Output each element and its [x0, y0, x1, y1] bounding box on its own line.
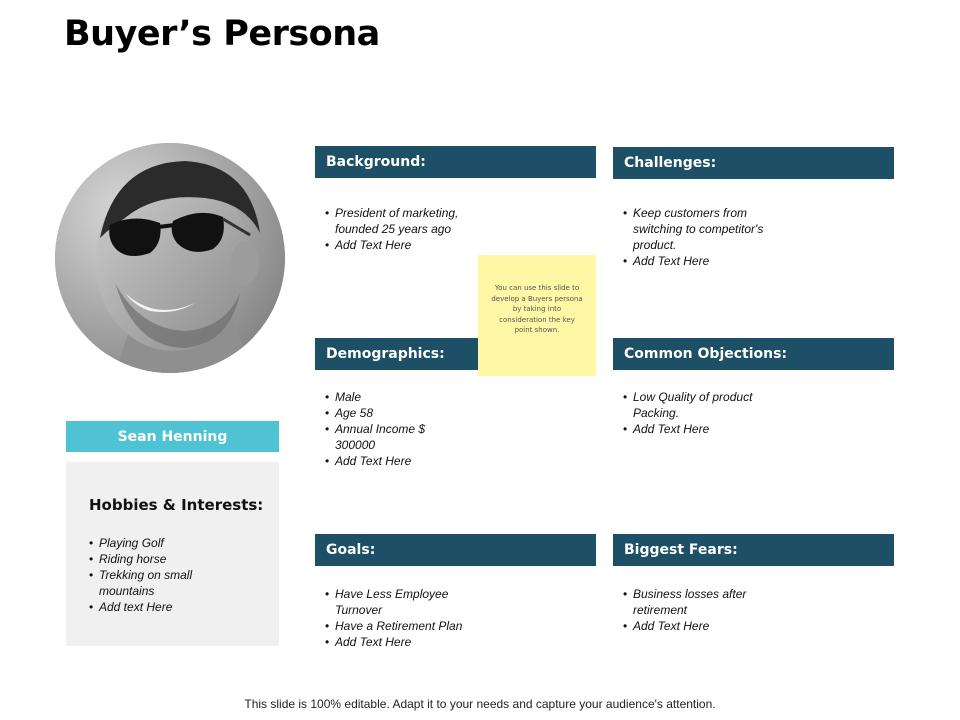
goals-list — [325, 586, 495, 650]
list-item: • President of marketing, founded 25 years ago — [325, 205, 475, 237]
page-title: Buyer’s Persona — [64, 14, 380, 54]
list-item: • Add Text Here — [325, 237, 475, 253]
list-item: • Add Text Here — [623, 421, 783, 437]
list-item: • Have a Retirement Plan — [325, 618, 495, 634]
persona-photo — [55, 143, 285, 373]
hobbies-list — [89, 535, 239, 615]
footer-text: This slide is 100% editable. Adapt it to your needs and capture your audience's attention. — [244, 697, 716, 711]
demographics-list — [325, 389, 445, 469]
list-item: • Annual Income $ 300000 — [325, 421, 445, 453]
list-item: • Age 58 — [325, 405, 445, 421]
fears-header: Biggest Fears: — [613, 534, 894, 566]
list-item: • Business losses after retirement — [623, 586, 773, 618]
list-item: • Riding horse — [89, 551, 239, 567]
sticky-note: You can use this slide to develop a Buyers persona by taking into consideration the key point shown. — [478, 255, 596, 376]
objections-header: Common Objections: — [613, 338, 894, 370]
goals-header: Goals: — [315, 534, 596, 566]
challenges-list — [623, 205, 788, 269]
hobbies-title: Hobbies & Interests: — [89, 496, 264, 514]
hobbies-panel — [66, 462, 279, 646]
list-item: • Add Text Here — [325, 634, 495, 650]
background-list — [325, 205, 475, 253]
list-item: • Add text Here — [89, 599, 239, 615]
list-item: • Add Text Here — [623, 253, 788, 269]
list-item: • Add Text Here — [325, 453, 445, 469]
persona-name: Sean Henning — [66, 421, 279, 452]
list-item: • Playing Golf — [89, 535, 239, 551]
list-item: • Male — [325, 389, 445, 405]
challenges-header: Challenges: — [613, 147, 894, 179]
list-item: • Low Quality of product Packing. — [623, 389, 783, 421]
list-item: • Add Text Here — [623, 618, 773, 634]
list-item: • Trekking on small mountains — [89, 567, 239, 599]
fears-list — [623, 586, 773, 634]
list-item: • Keep customers from switching to competitor's product. — [623, 205, 788, 253]
background-header: Background: — [315, 146, 596, 178]
demographics-header: Demographics: — [315, 338, 596, 370]
objections-list — [623, 389, 783, 437]
list-item: • Have Less Employee Turnover — [325, 586, 495, 618]
